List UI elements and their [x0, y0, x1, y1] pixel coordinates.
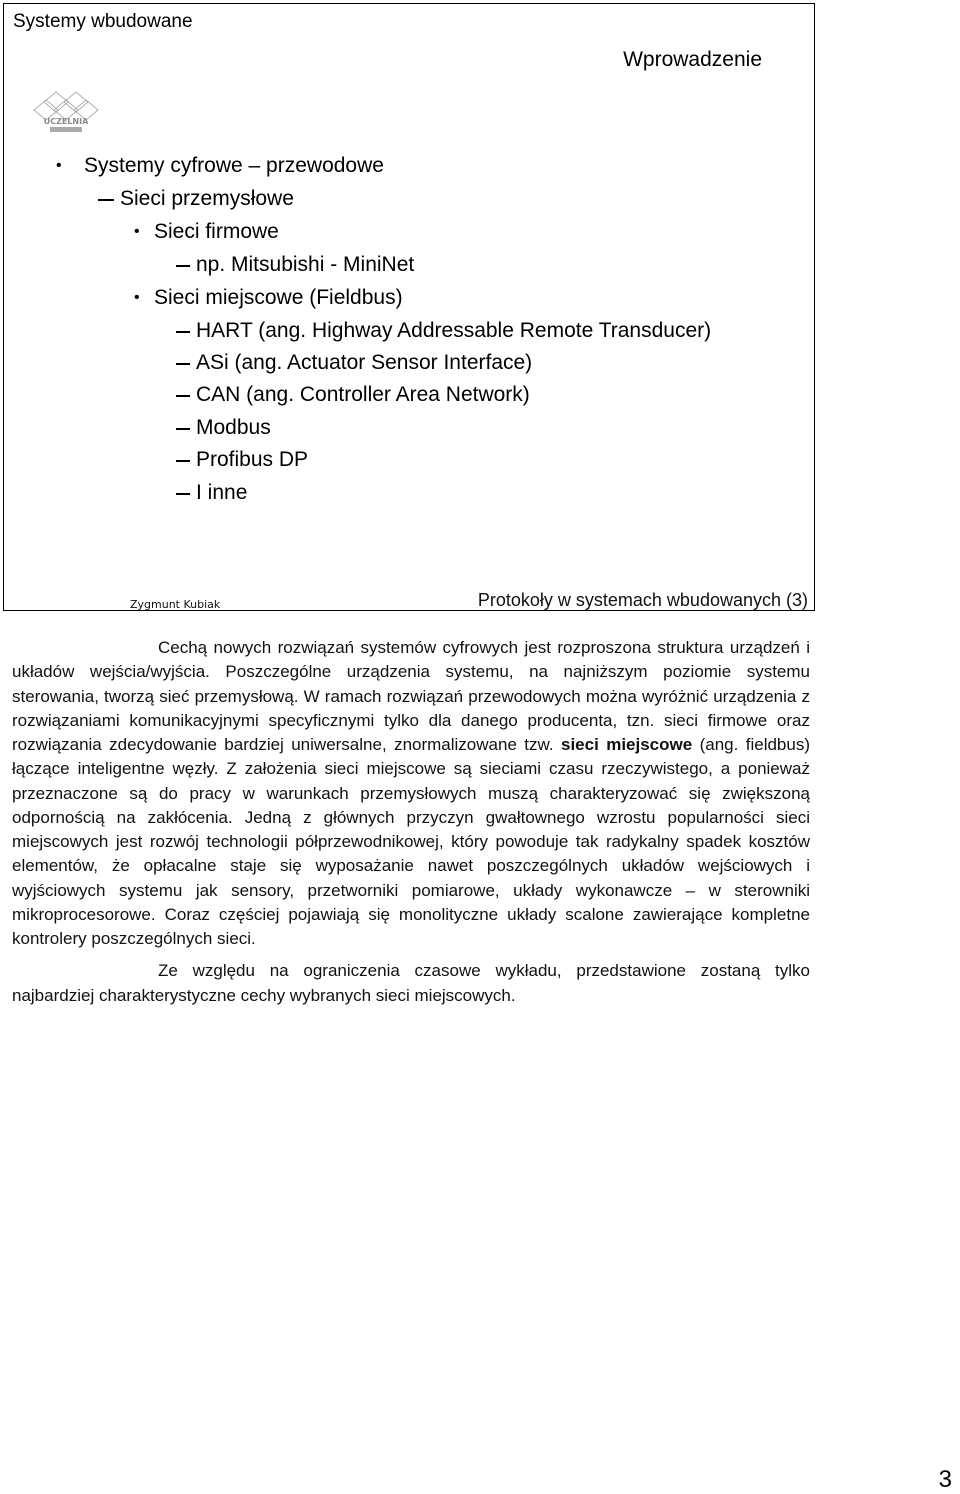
- footer-author: Zygmunt Kubiak: [130, 598, 221, 611]
- bullet-icon: •: [134, 223, 140, 240]
- outline-item: Profibus DP: [196, 448, 308, 472]
- dash-icon: [98, 199, 114, 201]
- dash-icon: [176, 428, 190, 430]
- dash-icon: [176, 395, 190, 397]
- outline-item: • Sieci miejscowe (Fieldbus): [134, 286, 403, 309]
- outline-item: np. Mitsubishi - MiniNet: [196, 253, 414, 277]
- paragraph: Cechą nowych rozwiązań systemów cyfrowych jest rozproszona struktura urządzeń i układów wejścia/wyjścia. Poszczególne urządzenia systemu, na najniższym poziomie systemu sterowania, tworzą sieć przemysłową. W ramach rozwiązań przewodowych można wyróżnić urządzenia z rozwiązaniami komunikacyjnymi specyficznymi tylko dla danego producenta, tzn. sieci firmowe oraz rozwiązania zdecydowanie bardziej uniwersalne, znormalizowane tzw. sieci miejscowe (ang. fieldbus) łączące inteligentne węzły. Z założenia sieci miejscowe są sieciami czasu rzeczywistego, a ponieważ przeznaczone są do pracy w warunkach przemysłowych muszą charakteryzować się zwiększoną odpornością na zakłócenia. Jedną z głównych przyczyn gwałtownego wzrostu popularności sieci miejscowych jest rozwój technologii półprzewodnikowej, który powoduje tak radykalny spadek kosztów elementów, że opłacalne staje się wyposażanie nawet poszczególnych układów wejściowych i wyjściowych systemu jak sensory, przetworniki pomiarowe, układy wykonawcze – w sterowniki mikroprocesorowe. Coraz częściej pojawiają się monolityczne układy scalone zawierające kompletne kontrolery poszczególnych sieci.: [12, 638, 811, 948]
- dash-icon: [176, 493, 190, 495]
- outline-item: Sieci przemysłowe: [120, 187, 294, 211]
- page-number: 3: [938, 1466, 952, 1493]
- outline-item: ASi (ang. Actuator Sensor Interface): [196, 351, 532, 375]
- svg-text:UCZELNIA: UCZELNIA: [43, 117, 89, 126]
- body-text: [12, 636, 810, 1008]
- slide-heading: Wprowadzenie: [623, 48, 762, 71]
- outline-item: • Sieci firmowe: [134, 220, 279, 243]
- bullet-icon: •: [134, 289, 140, 306]
- dash-icon: [176, 265, 190, 267]
- dash-icon: [176, 460, 190, 462]
- outline-item: • Systemy cyfrowe – przewodowe: [56, 154, 384, 177]
- slide-frame: [3, 3, 815, 611]
- university-logo: [30, 90, 102, 136]
- outline-item: I inne: [196, 481, 247, 505]
- bullet-icon: •: [56, 157, 62, 174]
- dash-icon: [176, 363, 190, 365]
- footer-title: Protokoły w systemach wbudowanych (3): [477, 590, 808, 610]
- outline-item: Modbus: [196, 416, 271, 440]
- paragraph: Ze względu na ograniczenia czasowe wykładu, przedstawione zostaną tylko najbardziej charakterystyczne cechy wybranych sieci miejscowych.: [12, 961, 810, 1005]
- outline-item: CAN (ang. Controller Area Network): [196, 383, 530, 407]
- slide-title: Systemy wbudowane: [13, 11, 193, 32]
- outline-item: HART (ang. Highway Addressable Remote Transducer): [196, 319, 711, 343]
- dash-icon: [176, 331, 190, 333]
